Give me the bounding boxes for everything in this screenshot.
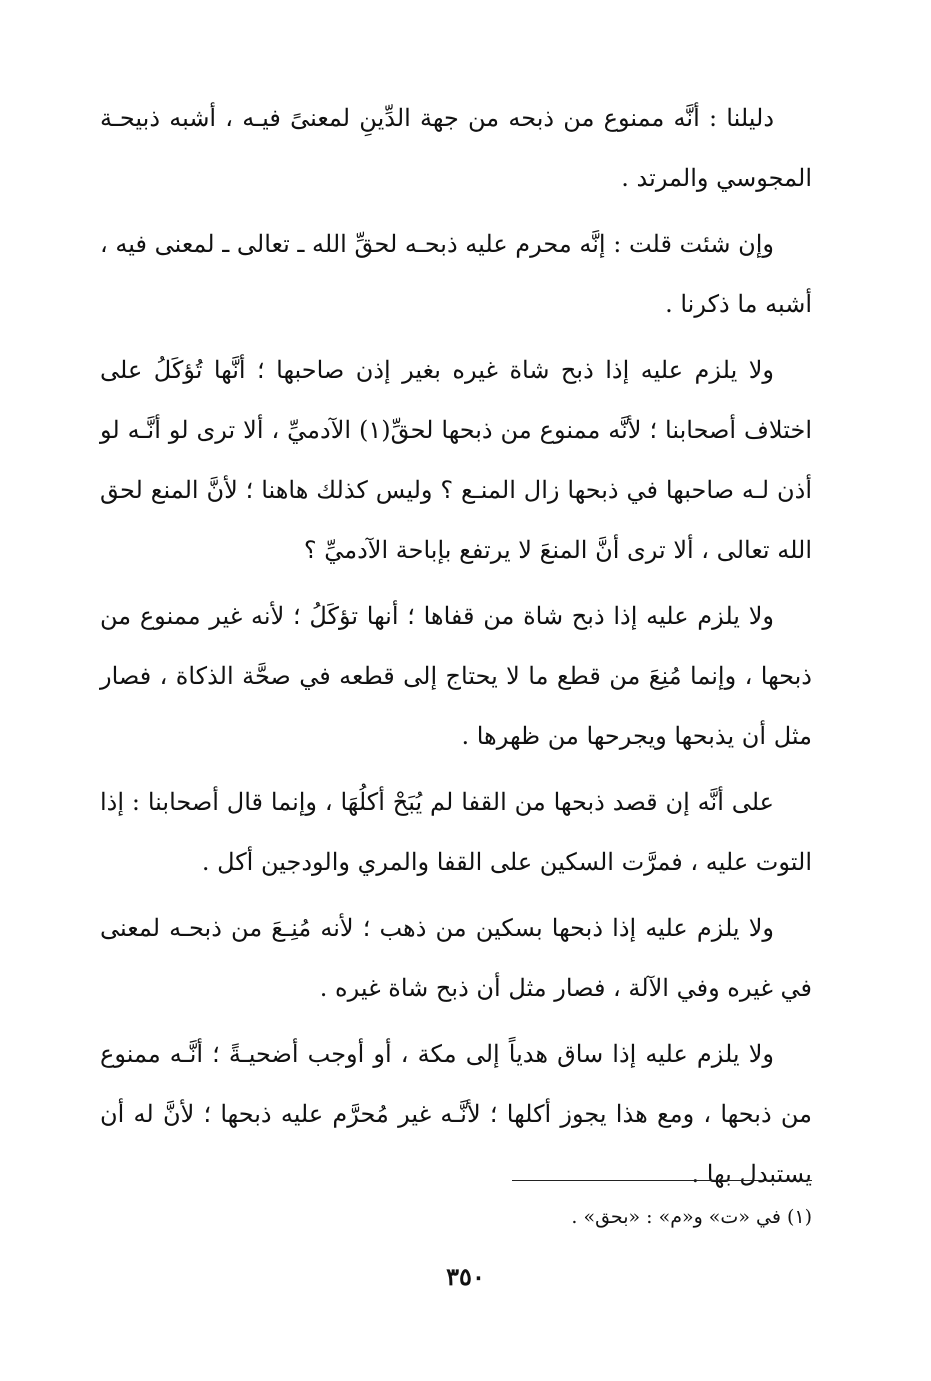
paragraph: ولا يلزم عليه إذا ساق هدياً إلى مكة ، أو أوجب أضحيـةً ؛ أنَّـه ممنوع من ذبحها ، ومع هذا يجوز أكلها ؛ لأنَّـه غير مُحرَّم عليه ذبحها ؛ لأنَّ له أن يستبدل بها . [100, 1040, 812, 1188]
paragraph: ولا يلزم عليه إذا ذبح شاة غيره بغير إذن صاحبها ؛ أنَّها تُؤكَلُ على اختلاف أصحابنا ؛ لأنَّه ممنوع من ذبحها لحقِّ(١) الآدميِّ ، ألا ترى لو أنَّـه لو أذن لـه صاحبها في ذبحها زال المنـع ؟ وليس كذلك هاهنا ؛ لأنَّ المنع لحق الله تعالى ، ألا ترى أنَّ المنعَ لا يرتفع بإباحة الآدميِّ ؟ [100, 356, 812, 564]
page-body [100, 88, 812, 1210]
footnote: (١) في «ت» و«م» : «بحق» . [571, 1206, 812, 1228]
footnote-divider [512, 1180, 812, 1181]
paragraph: ولا يلزم عليه إذا ذبح شاة من قفاها ؛ أنها تؤكَلُ ؛ لأنه غير ممنوع من ذبحها ، وإنما مُنِعَ من قطع ما لا يحتاج إلى قطعه في صحَّة الذكاة ، فصار مثل أن يذبحها ويجرحها من ظهرها . [100, 602, 812, 750]
paragraph: وإن شئت قلت : إنَّه محرم عليه ذبحـه لحقِّ الله ـ تعالى ـ لمعنى فيه ، أشبه ما ذكرنا . [99, 230, 812, 318]
paragraph: على أنَّه إن قصد ذبحها من القفا لم يُبَحْ أكلُهَا ، وإنما قال أصحابنا : إذا التوت عليه ، فمرَّت السكين على القفا والمري والودجين أكل . [100, 788, 812, 876]
paragraph: ولا يلزم عليه إذا ذبحها بسكين من ذهب ؛ لأنه مُنِـعَ من ذبحـه لمعنى في غيره وفي الآلة ، فصار مثل أن ذبح شاة غيره . [100, 914, 812, 1002]
paragraph: دليلنا : أنَّه ممنوع من ذبحه من جهة الدِّينِ لمعنىً فيـه ، أشبه ذبيحـة المجوسي والمرتد . [100, 104, 812, 192]
page-number: ٣٥٠ [446, 1262, 485, 1291]
